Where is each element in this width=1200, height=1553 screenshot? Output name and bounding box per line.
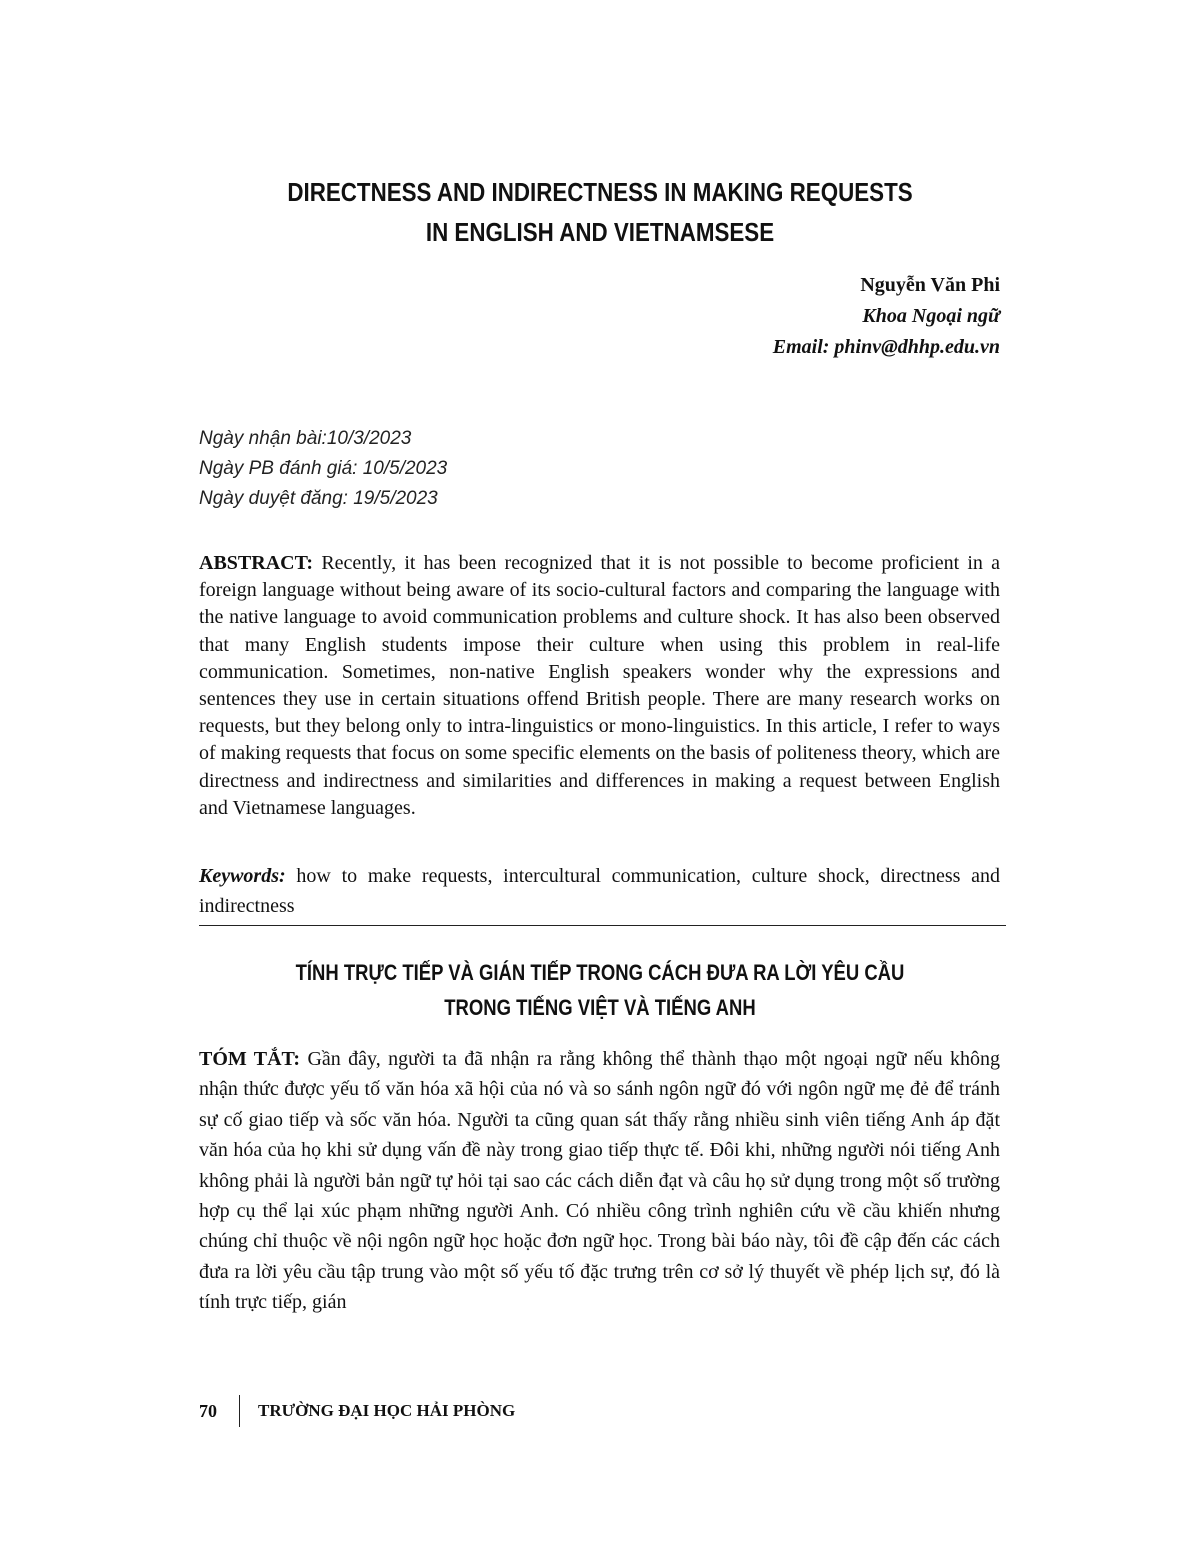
paper-title-line-2: IN ENGLISH AND VIETNAMSESE [425, 217, 775, 247]
date-received: Ngày nhận bài:10/3/2023 [199, 428, 412, 449]
keywords-text: how to make requests, intercultural communication, culture shock, directness and indirectness [199, 865, 1001, 917]
vietnamese-title [222, 955, 978, 1025]
vietnamese-title-line-1: TÍNH TRỰC TIẾP VÀ GIÁN TIẾP TRONG CÁCH ĐƯA RA LỜI YÊU CẦU [295, 960, 905, 985]
vietnamese-abstract-label: TÓM TẮT: [199, 1048, 301, 1070]
page-number: 70 [199, 1401, 217, 1421]
vietnamese-title-line-2: TRONG TIẾNG VIỆT VÀ TIẾNG ANH [444, 995, 756, 1020]
date-reviewed: Ngày PB đánh giá: 10/5/2023 [199, 458, 448, 479]
keywords [199, 861, 1000, 921]
footer-separator [239, 1395, 240, 1427]
author-email: Email: phinv@dhhp.edu.vn [772, 336, 1000, 358]
section-divider [199, 925, 1006, 926]
vietnamese-abstract-text: Gần đây, người ta đã nhận ra rằng không thể thành thạo một ngoại ngữ nếu không nhận thức được yếu tố văn hóa xã hội của nó và so sánh ngôn ngữ đó với ngôn ngữ mẹ đẻ để tránh sự cố giao tiếp và sốc văn hóa. Người ta cũng quan sát thấy rằng nhiều sinh viên tiếng Anh áp đặt văn hóa của họ khi sử dụng vấn đề này trong giao tiếp thực tế. Đôi khi, những người nói tiếng Anh không phải là người bản ngữ tự hỏi tại sao các cách diễn đạt và câu họ sử dụng trong một số trường hợp cụ thể lại xúc phạm những người Anh. Có nhiều công trình nghiên cứu về cầu khiến nhưng chúng chỉ thuộc về nội ngôn ngữ học hoặc đơn ngữ học. Trong bài báo này, tôi đề cập đến các cách đưa ra lời yêu cầu tập trung vào một số yếu tố đặc trưng trên cơ sở lý thuyết về phép lịch sự, đó là tính trực tiếp, gián [199, 1048, 1000, 1314]
author-block [773, 270, 1000, 363]
author-name: Nguyễn Văn Phi [860, 274, 1000, 296]
abstract-label: ABSTRACT: [199, 552, 314, 574]
abstract [199, 550, 1000, 822]
date-accepted: Ngày duyệt đăng: 19/5/2023 [199, 488, 438, 509]
paper-title [213, 172, 987, 252]
paper-title-line-1: DIRECTNESS AND INDIRECTNESS IN MAKING REQUESTS [287, 177, 913, 207]
author-department: Khoa Ngoại ngữ [862, 305, 1000, 327]
submission-dates [199, 424, 447, 514]
journal-name: TRƯỜNG ĐẠI HỌC HẢI PHÒNG [258, 1401, 516, 1420]
abstract-text: Recently, it has been recognized that it is not possible to become proficient in a foreign language without being aware of its socio-cultural factors and comparing the language with the native language to avoid communication problems and culture shock. It has also been observed that many English students impose their culture when using this problem in real-life communication. Sometimes, non-native English speakers wonder why the expressions and sentences they use in certain situations offend British people. There are many research works on requests, but they belong only to intra-linguistics or mono-linguistics. In this article, I refer to ways of making requests that focus on some specific elements on the basis of politeness theory, which are directness and indirectness and similarities and differences in making a request between English and Vietnamese languages. [199, 552, 1001, 819]
keywords-label: Keywords: [199, 865, 286, 887]
vietnamese-abstract [199, 1044, 1000, 1318]
